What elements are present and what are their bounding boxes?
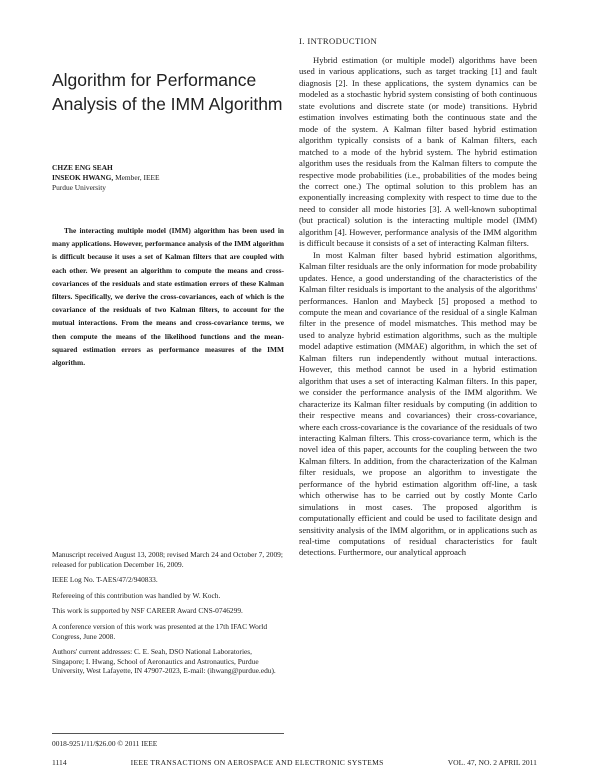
footnotes xyxy=(52,550,284,682)
author-block xyxy=(52,163,284,193)
footnote: Authors' current addresses: C. E. Seah, DSO National Laboratories, Singapore; I. Hwang, School of Aeronautics and Astronautics, Purdue University, West Lafayette, IN 47907-2023, E-mail: (ihwang@purdue.edu). xyxy=(52,647,276,676)
issue-info: VOL. 47, NO. 2 APRIL 2011 xyxy=(447,758,537,767)
page-number: 1114 xyxy=(52,758,67,767)
footnote: Refereeing of this contribution was handled by W. Koch. xyxy=(52,590,221,600)
body-paragraph: In most Kalman filter based hybrid estimation algorithms, Kalman filter residuals are the only information for mode probability updates. Hence, a good understanding of the characteristics of the Kalman filter residuals is important to the analysis of the algorithms' performances. Hanlon and Maybeck [5] proposed a method to compute the mean and covariance of the residual of a single Kalman filter in the presence of model mismatches. This method may be used to analyze hybrid estimation algorithms, such as the multiple model adaptive estimation (MMAE) algorithm, in which the set of Kalman filters run independently without mutual interactions. However, this method cannot be used in a hybrid estimation algorithm that uses a set of interacting Kalman filters. In this paper, we consider the performance analysis of the IMM algorithm. We characterize its Kalman filter residuals by computing (in addition to their respective means and covariances) their cross-covariance, where each cross-covariance is the covariance of the residuals of two interacting Kalman filters. This cross-covariance term, which is the novel idea of this paper, accounts for the coupling between the two Kalman filters. In addition, from the characterization of the Kalman filter residuals, we propose an algorithm to investigate the performance of the hybrid estimation algorithm off-line, a task which otherwise has to be carried out by costly Monte Carlo simulations in most cases. The proposed algorithm is computationally efficient and could be used to facilitate design and sensitivity analysis of the IMM algorithm, or in applications such as real-time computations of residual characteristics for fault detections. Furthermore, our analytical approach xyxy=(299,249,537,558)
author-role: Member, IEEE xyxy=(115,173,160,182)
footnote: This work is supported by NSF CAREER Award CNS-0746299. xyxy=(52,606,243,616)
affiliation: Purdue University xyxy=(52,183,106,192)
introduction-column xyxy=(299,36,537,559)
copyright-notice: 0018-9251/11/$26.00 © 2011 IEEE xyxy=(52,733,284,749)
footnote: IEEE Log No. T-AES/47/2/940833. xyxy=(52,575,158,585)
abstract: The interacting multiple model (IMM) algorithm has been used in many applications. However, performance analysis of the IMM algorithm is difficult because it uses a set of Kalman filters that are coupled with each other. We present an algorithm to compute the means and cross-covariances of the residuals and state estimation errors of these Kalman filters. Specifically, we derive the cross-covariances, each of which is the covariance of the residuals of two Kalman filters, to account for the mutual interactions. From the means and cross-covariance terms, we then compute the means of the likelihood functions and the mean-squared estimation errors as performance measures of the IMM algorithm. xyxy=(52,226,284,368)
author-name: INSEOK HWANG, xyxy=(52,173,114,182)
body-paragraph: Hybrid estimation (or multiple model) algorithms have been used in various applications, such as target tracking [1] and fault diagnosis [2]. In these applications, the system dynamics can be modeled as a stochastic hybrid system consisting of both continuous state evolutions and discrete state (or mode) transitions. Hybrid estimation involves estimating both the continuous state and the mode of the system. A Kalman filter based hybrid estimation algorithm typically consists of a bank of Kalman filters, each matched to a mode of the hybrid system. The hybrid estimation algorithm uses the residuals from the Kalman filters to compute the respective mode probabilities (i.e., probabilities of the modes being the correct one.) The optimal solution to this problem has an exponentially increasing complexity with respect to time due to the need to consider all mode histories [3]. A well-known suboptimal (but practical) solution is the interacting multiple model (IMM) algorithm [4]. However, performance analysis of the IMM algorithm is difficult because it consists of a set of interacting Kalman filters. xyxy=(299,55,537,249)
author-name: CHZE ENG SEAH xyxy=(52,163,113,172)
paper-title: Algorithm for Performance Analysis of the IMM Algorithm xyxy=(52,70,283,114)
page-footer xyxy=(52,758,537,768)
footnote: Manuscript received August 13, 2008; revised March 24 and October 7, 2009; released for publication December 16, 2009. xyxy=(52,550,283,569)
author-line xyxy=(52,163,284,173)
journal-name: IEEE TRANSACTIONS ON AEROSPACE AND ELECTRONIC SYSTEMS xyxy=(130,758,384,767)
author-line xyxy=(52,173,284,183)
footnote: A conference version of this work was presented at the 17th IFAC World Congress, June 2008. xyxy=(52,621,268,641)
section-heading: I. INTRODUCTION xyxy=(299,36,378,46)
